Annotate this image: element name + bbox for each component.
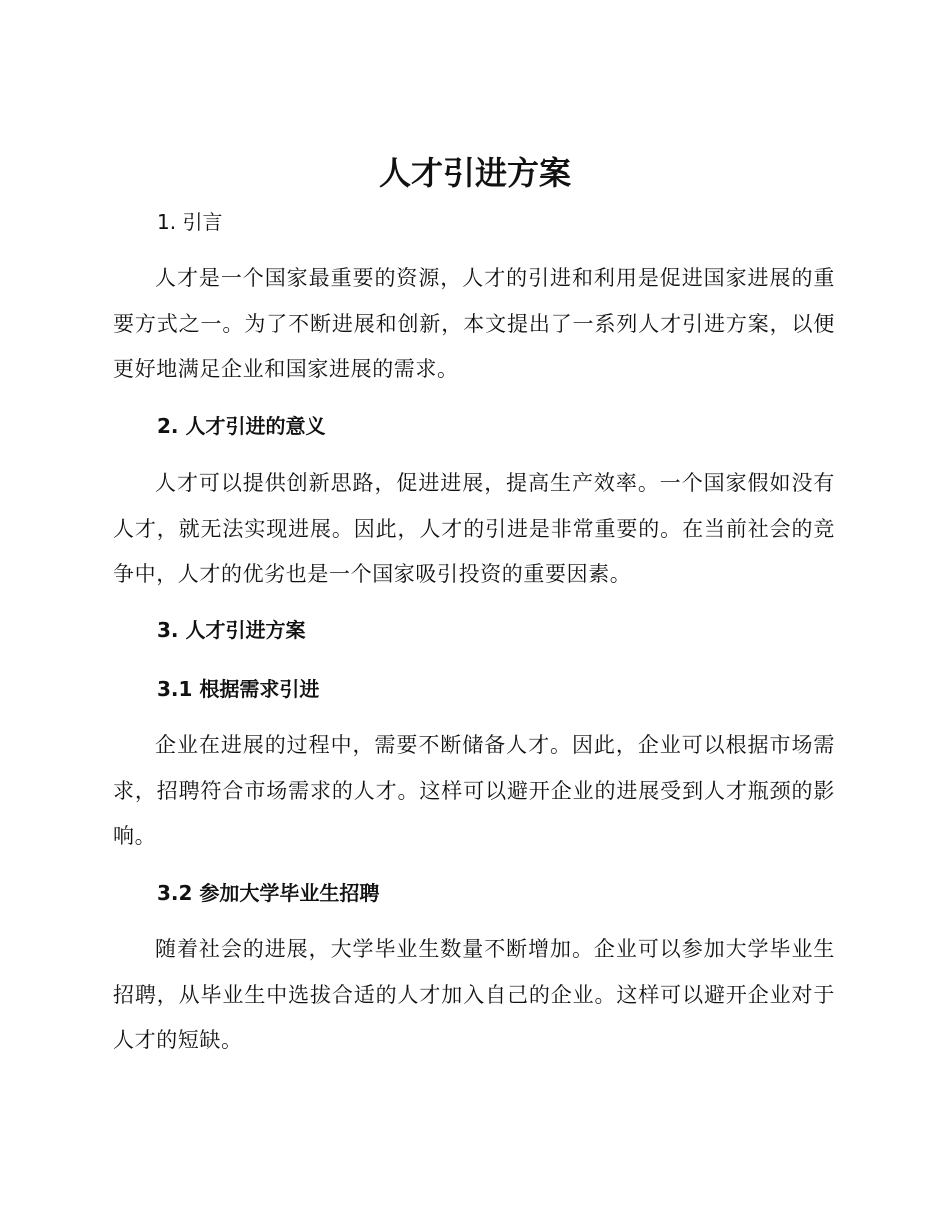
section-heading-demand-based: 3.1 根据需求引进 [157,677,320,701]
section-paragraph-introduction: 人才是一个国家最重要的资源，人才的引进和利用是促进国家进展的重要方式之一。为了不断进展和创新，本文提出了一系列人才引进方案，以便更好地满足企业和国家进展的需求。 [113,266,835,381]
section-heading-significance: 2. 人才引进的意义 [157,414,326,438]
section-paragraph-graduate-recruitment: 随着社会的进展，大学毕业生数量不断增加。企业可以参加大学毕业生招聘，从毕业生中选拔合适的人才加入自己的企业。这样可以避开企业对于人才的短缺。 [113,937,835,1052]
section-heading-plan: 3. 人才引进方案 [157,618,306,642]
document-title: 人才引进方案 [378,154,571,192]
section-paragraph-demand-based: 企业在进展的过程中，需要不断储备人才。因此，企业可以根据市场需求，招聘符合市场需求的人才。这样可以避开企业的进展受到人才瓶颈的影响。 [113,733,835,848]
section-heading-graduate-recruitment: 3.2 参加大学毕业生招聘 [157,881,380,905]
section-paragraph-significance: 人才可以提供创新思路，促进进展，提高生产效率。一个国家假如没有人才，就无法实现进展。因此，人才的引进是非常重要的。在当前社会的竞争中，人才的优劣也是一个国家吸引投资的重要因素。 [113,471,835,586]
section-heading-introduction: 1. 引言 [157,210,223,234]
